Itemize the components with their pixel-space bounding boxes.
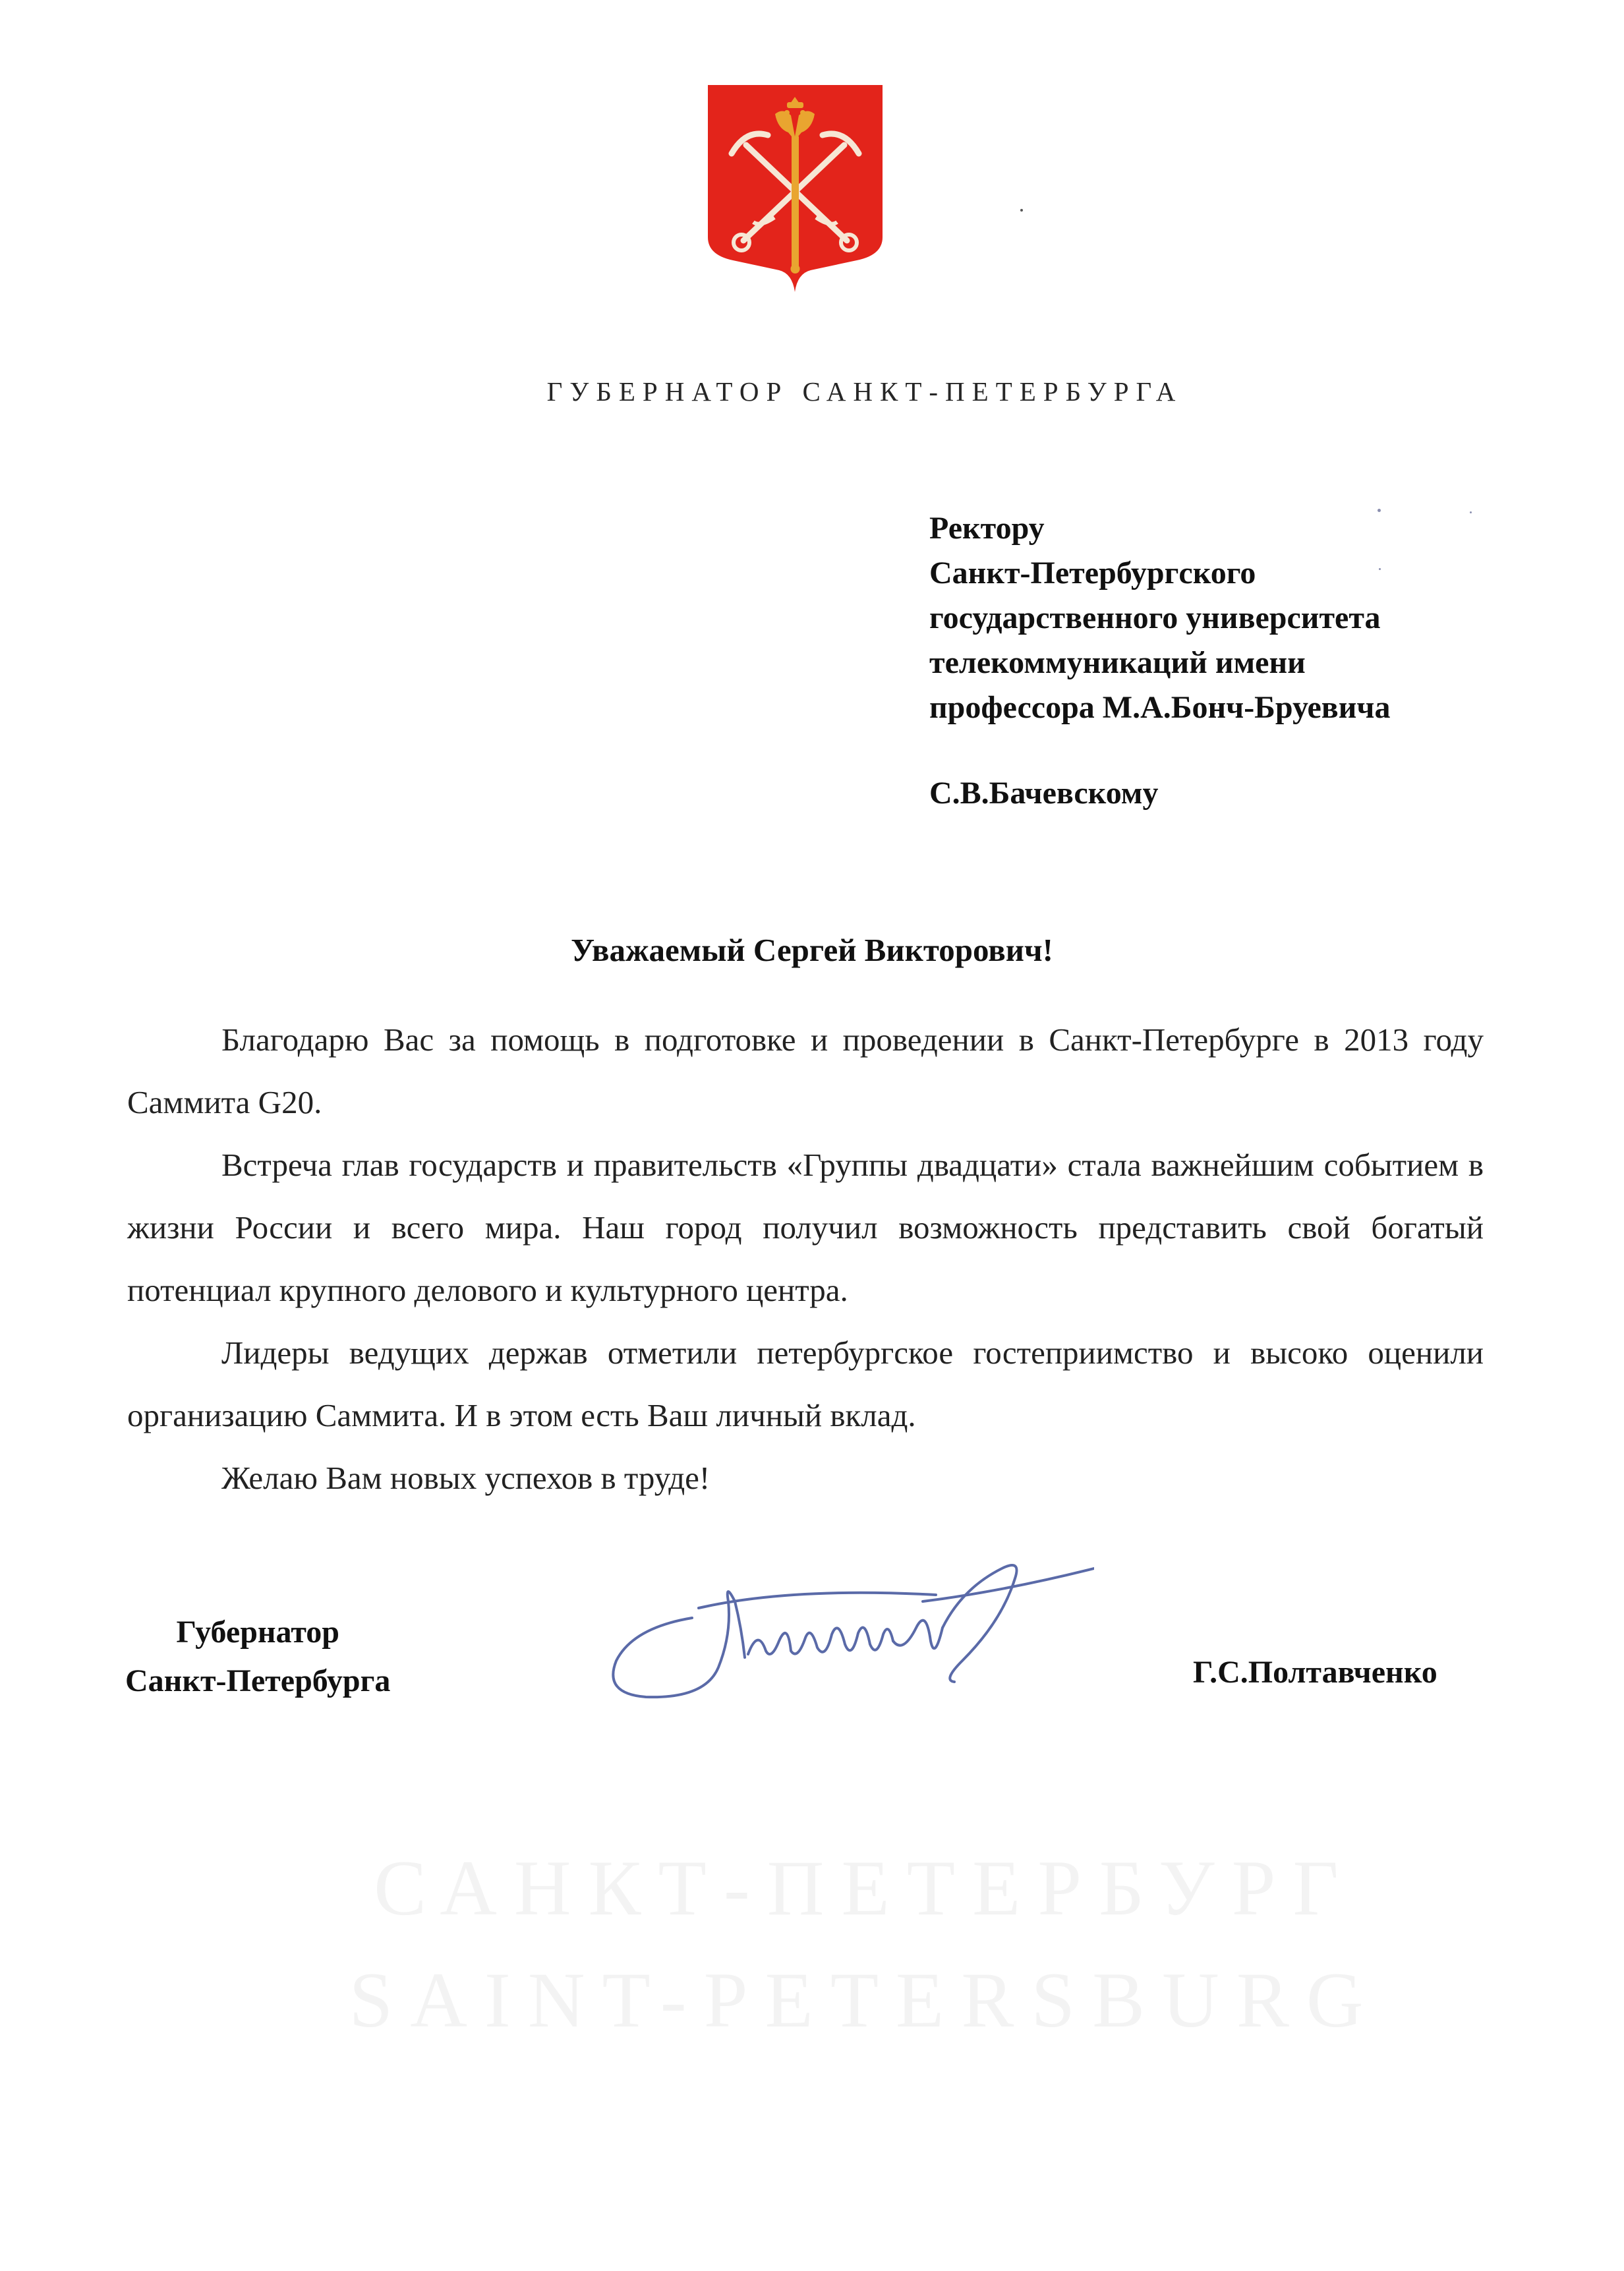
addressee-line: телекоммуникаций имени — [929, 645, 1306, 680]
addressee-name: С.В.Бачевскому — [929, 776, 1159, 811]
letter-body — [127, 1008, 1484, 1509]
scan-speck — [1378, 509, 1381, 512]
scan-speck — [1470, 511, 1472, 513]
signatory-name: Г.С.Полтавченко — [1193, 1655, 1437, 1690]
addressee-block — [929, 506, 1390, 816]
addressee-line: государственного университета — [929, 600, 1381, 635]
watermark-line: САНКТ-ПЕТЕРБУРГ — [374, 1844, 1356, 1932]
body-paragraph: Желаю Вам новых успехов в труде! — [221, 1460, 710, 1496]
signatory-title-line: Санкт-Петербурга — [125, 1663, 391, 1698]
scan-speck — [1379, 568, 1381, 570]
scan-speck — [1020, 209, 1023, 212]
letterhead-title: ГУБЕРНАТОР САНКТ-ПЕТЕРБУРГА — [546, 376, 1183, 407]
body-paragraph: Лидеры ведущих держав отметили петербургское гостеприимство и высоко оценили организацию Саммита. И в этом есть Ваш личный вклад. — [127, 1335, 1484, 1433]
body-paragraph: Благодарю Вас за помощь в подготовке и проведении в Санкт-Петербурге в 2013 году Саммита G20. — [127, 1021, 1484, 1120]
watermark-line: SAINT-PETERSBURG — [349, 1956, 1381, 2044]
salutation: Уважаемый Сергей Викторович! — [571, 932, 1053, 968]
handwritten-signature-icon — [593, 1529, 1094, 1740]
coat-of-arms-icon — [705, 82, 885, 293]
signatory-title-line: Губернатор — [176, 1615, 339, 1650]
signatory-title — [125, 1608, 390, 1706]
addressee-line: Ректору — [929, 511, 1045, 546]
addressee-line: профессора М.А.Бонч-Бруевича — [929, 690, 1391, 725]
addressee-line: Санкт-Петербургского — [929, 556, 1256, 590]
body-paragraph: Встреча глав государств и правительств «Группы двадцати» стала важнейшим событием в жизни России и всего мира. Наш город получил возможность представить свой богатый потенциал крупного делового и культурного центра. — [127, 1147, 1484, 1308]
watermark — [0, 1832, 1624, 2056]
